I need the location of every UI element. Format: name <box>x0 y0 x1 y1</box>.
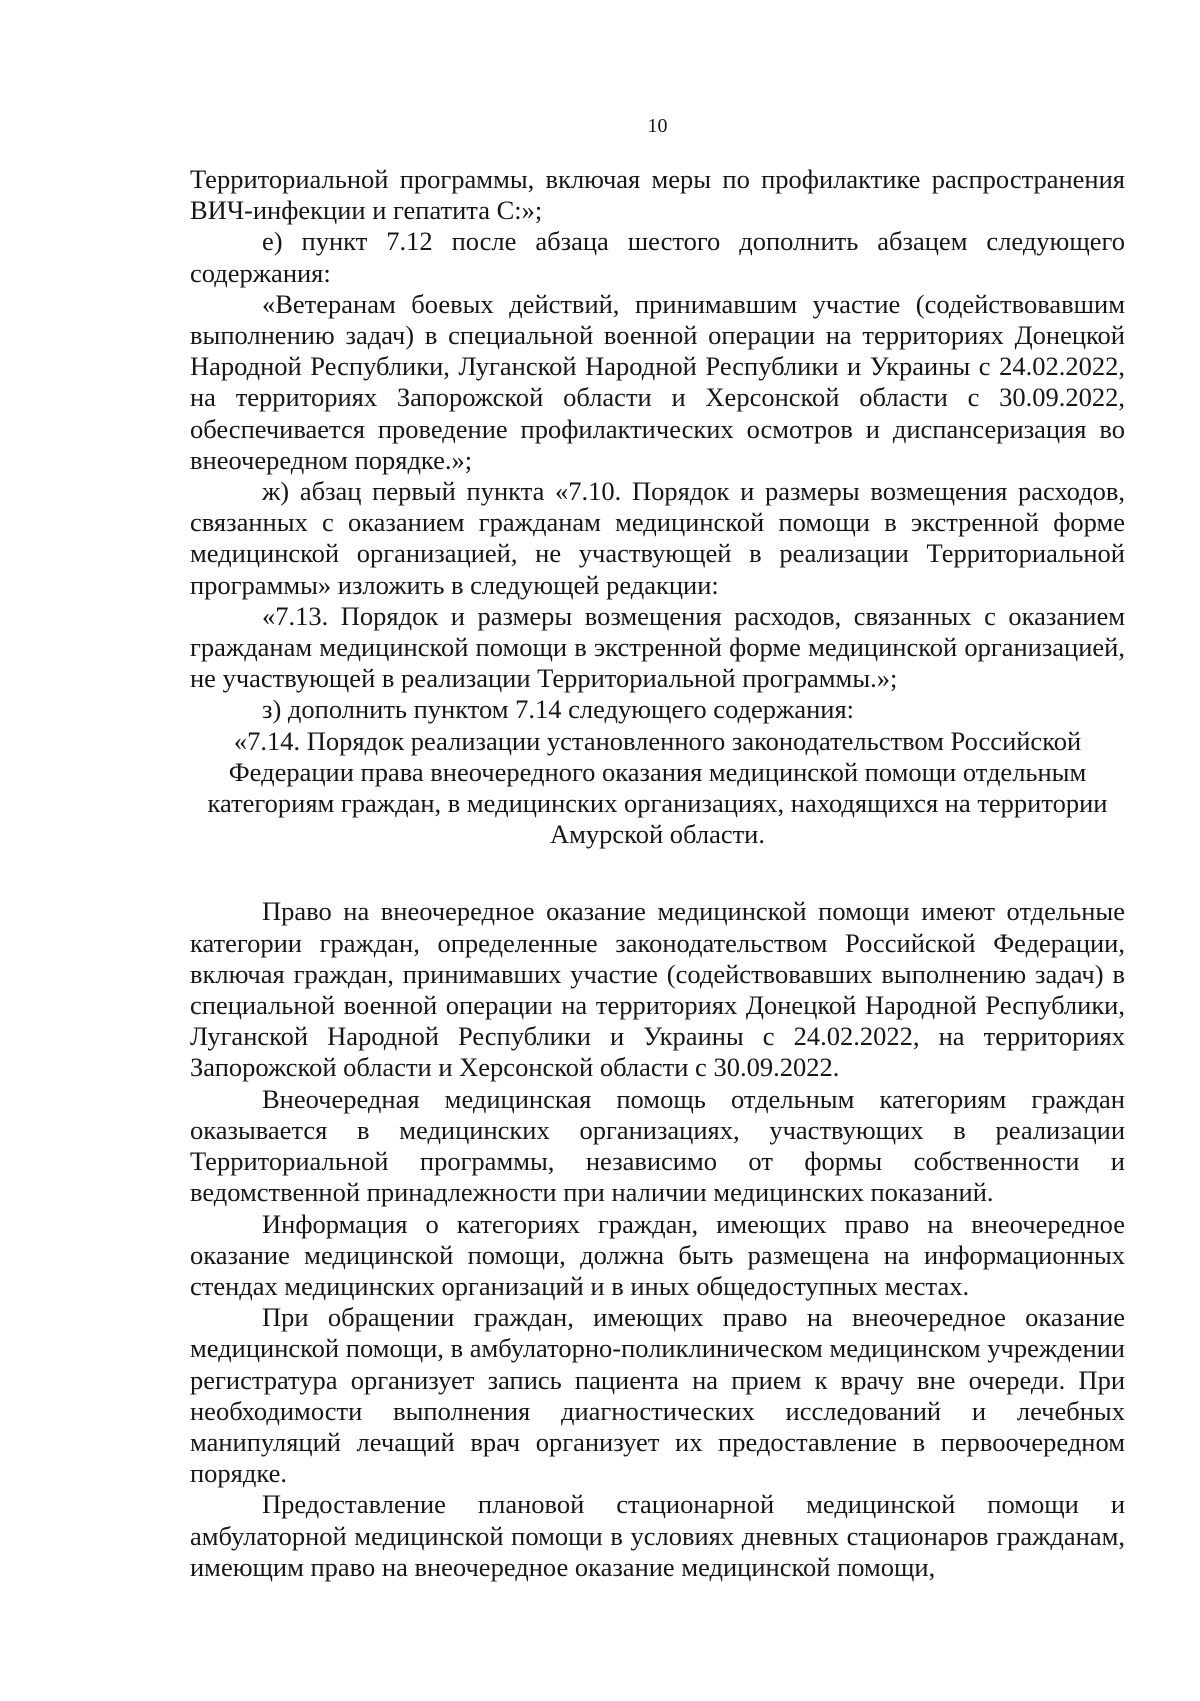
paragraph-priority-care: Внеочередная медицинская помощь отдельным категориям граждан оказывается в медицинских организациях, участвующих в реализации Территориальной программы, независимо от формы собственности и ведомственной принадлежности при наличии медицинских показаний. <box>190 1083 1125 1208</box>
paragraph-information: Информация о категориях граждан, имеющих право на внеочередное оказание медицинской помощи, должна быть размещена на информационных стендах медицинских организаций и в иных общедоступных местах. <box>190 1208 1125 1301</box>
paragraph-item-e: е) пункт 7.12 после абзаца шестого дополнить абзацем следующего содержания: <box>190 226 1125 288</box>
paragraph-inpatient-care: Предоставление плановой стационарной медицинской помощи и амбулаторной медицинской помощи в условиях дневных стационаров гражданам, имеющим право на внеочередное оказание медицинской помощи, <box>190 1489 1125 1582</box>
page-number: 10 <box>647 115 668 137</box>
paragraph-item-zh: ж) абзац первый пункта «7.10. Порядок и размеры возмещения расходов, связанных с оказанием гражданам медицинской помощи в экстренной форме медицинской организацией, не участвующей в реализации Территориальной программы» изложить в следующей редакции: <box>190 476 1125 600</box>
paragraph-continuation: Территориальной программы, включая меры по профилактике распространения ВИЧ-инфекции и гепатита С:»; <box>190 164 1125 226</box>
document-body <box>190 164 1125 1583</box>
section-heading-7-14: «7.14. Порядок реализации установленного законодательством Российской Федерации права внеочередного оказания медицинской помощи отдельным категориям граждан, в медицинских организациях, находящихся на территории Амурской области. <box>207 725 1108 850</box>
paragraph-clause-7-13: «7.13. Порядок и размеры возмещения расходов, связанных с оказанием гражданам медицинской помощи в экстренной форме медицинской организацией, не участвующей в реализации Территориальной программы.»; <box>190 600 1125 694</box>
paragraph-right-to-care: Право на внеочередное оказание медицинской помощи имеют отдельные категории граждан, определенные законодательством Российской Федерации, включая граждан, принимавших участие (содействовавших выполнению задач) в специальной военной операции на территориях Донецкой Народной Республики, Луганской Народной Республики и Украины с 24.02.2022, на территориях Запорожской области и Херсонской области с 30.09.2022. <box>190 896 1125 1083</box>
document-page <box>190 0 1125 1701</box>
paragraph-registration: При обращении граждан, имеющих право на внеочередное оказание медицинской помощи, в амбулаторно-поликлиническом медицинском учреждении регистратура организует запись пациента на прием к врачу вне очереди. При необходимости выполнения диагностических исследований и лечебных манипуляций лечащий врач организует их предоставление в первоочередном порядке. <box>190 1302 1125 1489</box>
paragraph-item-z: з) дополнить пунктом 7.14 следующего содержания: <box>262 694 855 725</box>
paragraph-veterans-quote: «Ветеранам боевых действий, принимавшим участие (содействовавшим выполнению задач) в специальной военной операции на территориях Донецкой Народной Республики, Луганской Народной Республики и Украины с 24.02.2022, на территориях Запорожской области и Херсонской области с 30.09.2022, обеспечивается проведение профилактических осмотров и диспансеризация во внеочередном порядке.»; <box>190 288 1125 475</box>
